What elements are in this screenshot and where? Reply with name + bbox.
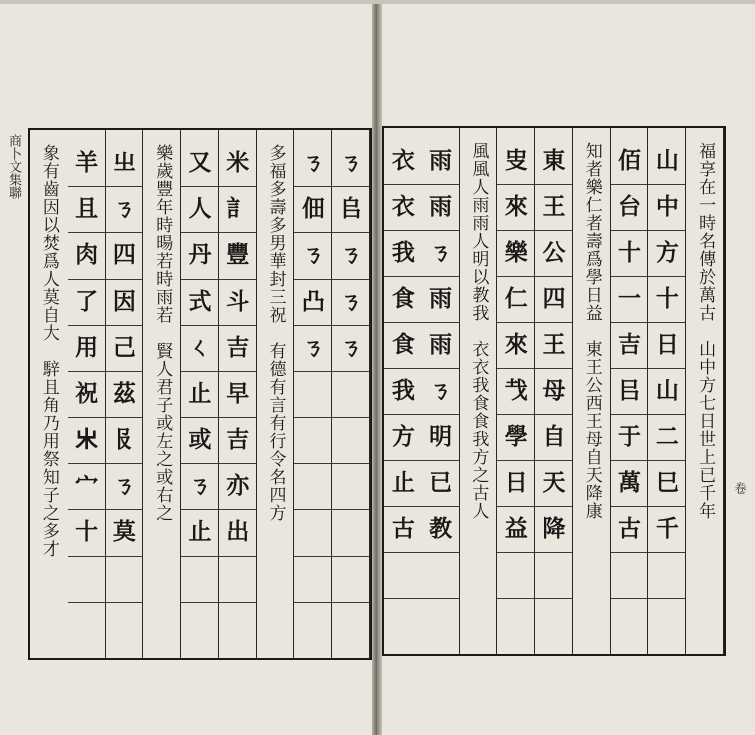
oracle-glyph: 式 bbox=[188, 288, 211, 315]
oracle-glyph: 天 bbox=[542, 470, 565, 496]
right-page-column-2 bbox=[648, 128, 686, 654]
left-page-column-9 bbox=[30, 130, 68, 658]
oracle-glyph: 且 bbox=[75, 196, 98, 223]
grid-line bbox=[294, 602, 331, 603]
oracle-glyph: 東 bbox=[542, 148, 565, 174]
oracle-glyph: 斗 bbox=[226, 288, 249, 315]
grid-line bbox=[384, 552, 422, 553]
oracle-glyph: 方 bbox=[391, 424, 414, 450]
oracle-glyph: 中 bbox=[655, 194, 678, 220]
oracle-glyph: 我 bbox=[391, 378, 414, 404]
grid-line bbox=[332, 371, 369, 372]
oracle-glyph: 十 bbox=[655, 286, 678, 312]
oracle-glyph: 因 bbox=[112, 288, 135, 315]
oracle-glyph: 止 bbox=[188, 519, 211, 546]
oracle-glyph: 已 bbox=[429, 470, 452, 496]
oracle-glyph: 羊 bbox=[75, 150, 98, 176]
oracle-glyph: 台 bbox=[618, 194, 641, 220]
oracle-glyph: 王 bbox=[542, 194, 565, 220]
grid-line bbox=[219, 556, 256, 557]
right-page-column-7 bbox=[460, 128, 498, 654]
left-page-column-7 bbox=[106, 130, 144, 658]
grid-line bbox=[332, 417, 369, 418]
oracle-glyph: 豐 bbox=[226, 242, 249, 269]
oracle-glyph: 了 bbox=[75, 288, 98, 315]
grid-line bbox=[294, 417, 331, 418]
oracle-glyph: 日 bbox=[504, 470, 527, 496]
oracle-glyph: 㕜 bbox=[504, 148, 527, 174]
oracle-glyph: 十 bbox=[75, 519, 98, 546]
grid-line bbox=[422, 552, 459, 553]
oracle-glyph: 山 bbox=[655, 378, 678, 404]
oracle-glyph: 𢦏 bbox=[504, 378, 527, 404]
oracle-glyph: 學 bbox=[504, 424, 527, 450]
grid-line bbox=[106, 556, 143, 557]
oracle-glyph: 山 bbox=[655, 148, 678, 174]
oracle-glyph: ㄋ bbox=[339, 150, 362, 176]
oracle-glyph: 雨 bbox=[429, 332, 452, 358]
grid-line bbox=[422, 598, 459, 599]
oracle-glyph: ㄋ bbox=[339, 334, 362, 361]
oracle-glyph: 教 bbox=[429, 516, 452, 542]
oracle-glyph: 訁 bbox=[226, 196, 249, 223]
oracle-glyph: 古 bbox=[391, 516, 414, 542]
oracle-glyph: 𠂤 bbox=[339, 196, 362, 223]
oracle-glyph: 佃 bbox=[301, 196, 324, 223]
oracle-glyph: ㄑ bbox=[188, 334, 211, 361]
grid-line bbox=[611, 598, 648, 599]
right-page-column-8 bbox=[422, 128, 460, 654]
transcription-text: 多福多壽多男華封三祝 有德有言有行令名四方 bbox=[265, 144, 286, 522]
grid-line bbox=[332, 509, 369, 510]
oracle-glyph: 十 bbox=[618, 240, 641, 266]
left-page-frame bbox=[28, 128, 372, 660]
oracle-glyph: 茲 bbox=[112, 380, 135, 407]
grid-line bbox=[332, 556, 369, 557]
oracle-glyph: ㄋ bbox=[112, 473, 135, 500]
oracle-glyph: ㄋ bbox=[301, 242, 324, 269]
margin-title: 商卜文集聯 bbox=[6, 134, 21, 199]
grid-line bbox=[648, 552, 685, 553]
oracle-glyph: 母 bbox=[542, 378, 565, 404]
oracle-glyph: 于 bbox=[618, 424, 641, 450]
right-page-column-9 bbox=[384, 128, 422, 654]
grid-line bbox=[384, 598, 422, 599]
grid-line bbox=[294, 509, 331, 510]
oracle-glyph: 凸 bbox=[301, 288, 324, 315]
oracle-glyph: 萬 bbox=[618, 470, 641, 496]
oracle-glyph: 明 bbox=[429, 424, 452, 450]
grid-line bbox=[497, 552, 534, 553]
oracle-glyph: 米 bbox=[226, 150, 249, 176]
right-page-column-4 bbox=[573, 128, 611, 654]
grid-line bbox=[535, 552, 572, 553]
oracle-glyph: 日 bbox=[655, 332, 678, 358]
grid-line bbox=[106, 602, 143, 603]
oracle-glyph: 宀 bbox=[75, 473, 98, 500]
oracle-glyph: ㄋ bbox=[339, 288, 362, 315]
oracle-glyph: 吉 bbox=[618, 332, 641, 358]
oracle-glyph: 食 bbox=[391, 332, 414, 358]
oracle-glyph: 來 bbox=[504, 332, 527, 358]
grid-line bbox=[611, 552, 648, 553]
right-page-column-5 bbox=[535, 128, 573, 654]
oracle-glyph: 巳 bbox=[655, 470, 678, 496]
book-gutter bbox=[372, 0, 382, 735]
transcription-text: 象有齒因以焚爲人莫自大 騂且角乃用祭知子之多才 bbox=[38, 144, 59, 558]
left-page-column-8 bbox=[68, 130, 106, 658]
oracle-glyph: 仁 bbox=[504, 286, 527, 312]
oracle-glyph: ㄋ bbox=[429, 378, 452, 404]
oracle-glyph: 𠬝 bbox=[112, 427, 135, 454]
left-page-column-3 bbox=[257, 130, 295, 658]
oracle-glyph: 食 bbox=[391, 286, 414, 312]
oracle-glyph: ㄋ bbox=[112, 196, 135, 223]
oracle-glyph: 用 bbox=[75, 334, 98, 361]
right-page-column-6 bbox=[497, 128, 535, 654]
oracle-glyph: 二 bbox=[655, 424, 678, 450]
oracle-glyph: ㄋ bbox=[301, 334, 324, 361]
grid-line bbox=[332, 602, 369, 603]
oracle-glyph: 衣 bbox=[391, 148, 414, 174]
oracle-glyph: 千 bbox=[655, 516, 678, 542]
oracle-glyph: 丹 bbox=[188, 242, 211, 269]
transcription-text: 風風人雨雨人明以教我 衣衣我食食我方之古人 bbox=[468, 142, 489, 520]
oracle-glyph: 雨 bbox=[429, 194, 452, 220]
grid-line bbox=[181, 556, 218, 557]
oracle-glyph: 公 bbox=[542, 240, 565, 266]
right-page-column-3 bbox=[611, 128, 649, 654]
oracle-glyph: 樂 bbox=[504, 240, 527, 266]
oracle-glyph: 㠯 bbox=[618, 378, 641, 404]
right-page-frame bbox=[382, 126, 726, 656]
oracle-glyph: 肉 bbox=[75, 242, 98, 269]
oracle-glyph: 止 bbox=[391, 470, 414, 496]
grid-line bbox=[219, 602, 256, 603]
juan-label: 卷 bbox=[733, 482, 747, 494]
oracle-glyph: 雨 bbox=[429, 286, 452, 312]
grid-line bbox=[68, 556, 105, 557]
right-page-column-1 bbox=[686, 128, 724, 654]
top-edge bbox=[0, 0, 755, 4]
oracle-glyph: 𣎵 bbox=[75, 427, 98, 454]
oracle-glyph: 早 bbox=[226, 380, 249, 407]
grid-line bbox=[294, 371, 331, 372]
oracle-glyph: 㞢 bbox=[112, 150, 135, 176]
left-page-column-5 bbox=[181, 130, 219, 658]
transcription-text: 知者樂仁者壽爲學日益 東王公西王母自天降康 bbox=[581, 142, 602, 520]
oracle-glyph: 吉 bbox=[226, 334, 249, 361]
oracle-glyph: 雨 bbox=[429, 148, 452, 174]
oracle-glyph: ㄋ bbox=[339, 242, 362, 269]
oracle-glyph: 己 bbox=[112, 334, 135, 361]
grid-line bbox=[181, 602, 218, 603]
oracle-glyph: 益 bbox=[504, 516, 527, 542]
left-page-column-4 bbox=[219, 130, 257, 658]
left-page-column-2 bbox=[294, 130, 332, 658]
grid-line bbox=[497, 598, 534, 599]
oracle-glyph: ㄋ bbox=[429, 240, 452, 266]
grid-line bbox=[332, 463, 369, 464]
oracle-glyph: 或 bbox=[188, 427, 211, 454]
left-page-column-6 bbox=[143, 130, 181, 658]
oracle-glyph: 出 bbox=[226, 519, 249, 546]
oracle-glyph: 我 bbox=[391, 240, 414, 266]
oracle-glyph: 祝 bbox=[75, 380, 98, 407]
grid-line bbox=[648, 598, 685, 599]
oracle-glyph: ㄋ bbox=[188, 473, 211, 500]
oracle-glyph: 四 bbox=[542, 286, 565, 312]
oracle-glyph: 又 bbox=[188, 150, 211, 176]
transcription-text: 樂歲豐年時暘若時雨若 賢人君子或左之或右之 bbox=[152, 144, 173, 522]
oracle-glyph: 古 bbox=[618, 516, 641, 542]
oracle-glyph: 降 bbox=[542, 516, 565, 542]
oracle-glyph: 莫 bbox=[112, 519, 135, 546]
oracle-glyph: 佰 bbox=[618, 148, 641, 174]
oracle-glyph: 止 bbox=[188, 380, 211, 407]
oracle-glyph: 衣 bbox=[391, 194, 414, 220]
grid-line bbox=[68, 602, 105, 603]
oracle-glyph: 自 bbox=[542, 424, 565, 450]
oracle-glyph: 方 bbox=[655, 240, 678, 266]
oracle-glyph: 一 bbox=[618, 286, 641, 312]
grid-line bbox=[535, 598, 572, 599]
left-page-column-1 bbox=[332, 130, 370, 658]
oracle-glyph: 吉 bbox=[226, 427, 249, 454]
oracle-glyph: 四 bbox=[112, 242, 135, 269]
oracle-glyph: 來 bbox=[504, 194, 527, 220]
oracle-glyph: 亦 bbox=[226, 473, 249, 500]
transcription-text: 福享在一時名傳於萬古 山中方七日世上已千年 bbox=[695, 142, 716, 520]
oracle-glyph: 人 bbox=[188, 196, 211, 223]
grid-line bbox=[294, 463, 331, 464]
oracle-glyph: ㄋ bbox=[301, 150, 324, 176]
grid-line bbox=[294, 556, 331, 557]
oracle-glyph: 王 bbox=[542, 332, 565, 358]
